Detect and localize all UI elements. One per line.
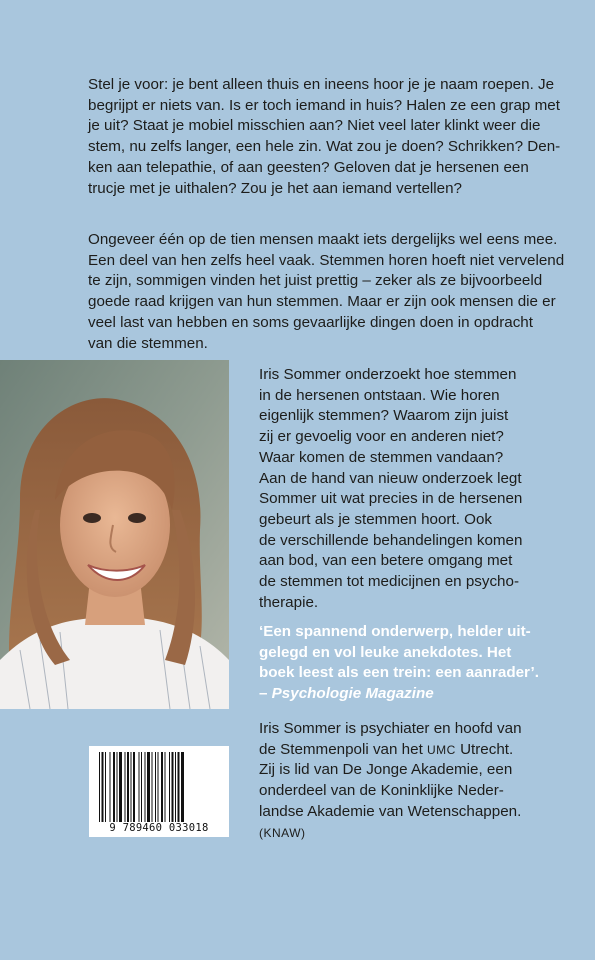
text-line: Zij is lid van De Jonge Akademie, een xyxy=(259,761,513,779)
text-line: de stemmen tot medicijnen en psycho- xyxy=(259,573,520,591)
umc-abbrev: UMC xyxy=(427,742,456,757)
text-line: Waar komen de stemmen vandaan? xyxy=(259,448,504,466)
text-line: landse Akademie van Wetenschappen. xyxy=(259,802,522,820)
quote-dash: – xyxy=(259,685,272,703)
text-line: veel last van hebben en soms gevaarlijke dingen doen in opdracht xyxy=(88,313,533,331)
barcode-bars xyxy=(89,750,229,825)
text-line: begrijpt er niets van. Is er toch iemand in huis? Halen ze een grap met xyxy=(88,96,560,114)
text-line: trucje met je uithalen? Zou je het aan iemand vertellen? xyxy=(88,179,463,197)
text-line: de verschillende behandelingen komen xyxy=(259,531,523,549)
text-fragment: Utrecht. xyxy=(455,740,514,758)
text-line xyxy=(259,740,559,761)
text-line: je uit? Staat je mobiel misschien aan? Niet veel later klinkt weer die xyxy=(88,117,541,135)
author-portrait-illustration xyxy=(0,360,229,709)
text-line: Sommer uit wat precies in de hersenen xyxy=(259,490,523,508)
quote-attribution xyxy=(259,684,559,705)
text-fragment: de Stemmenpoli van het xyxy=(259,740,428,758)
review-quote xyxy=(259,622,559,705)
text-line: gebeurt als je stemmen hoort. Ook xyxy=(259,510,492,528)
isbn-digits: 9 789460 033018 xyxy=(109,822,209,834)
text-line: ken aan telepathie, of aan geesten? Geloven dat je hersenen een xyxy=(88,158,529,176)
isbn-barcode xyxy=(89,746,229,837)
quote-line: gelegd en vol leuke anekdotes. Het xyxy=(259,643,512,661)
text-line: stem, nu zelfs langer, een hele zin. Wat zou je doen? Schrikken? Den- xyxy=(88,138,561,156)
author-photo xyxy=(0,360,229,709)
author-bio xyxy=(259,719,559,843)
quote-line: boek leest als een trein: een aanrader’. xyxy=(259,664,539,682)
text-line: zij er gevoelig voor en anderen niet? xyxy=(259,428,504,446)
text-line: van die stemmen. xyxy=(88,334,208,352)
text-line: onderdeel van de Koninklijke Neder- xyxy=(259,782,504,800)
intro-paragraph-2 xyxy=(88,230,565,354)
text-line: eigenlijk stemmen? Waarom zijn juist xyxy=(259,407,509,425)
text-line: aan bod, van een betere omgang met xyxy=(259,552,513,570)
text-line: Een deel van hen zelfs heel vaak. Stemmen horen hoeft niet vervelend xyxy=(88,251,565,269)
text-line: Stel je voor: je bent alleen thuis en ineens hoor je je naam roepen. Je xyxy=(88,76,555,93)
text-line: in de hersenen ontstaan. Wie horen xyxy=(259,386,500,404)
knaw-abbrev: (KNAW) xyxy=(259,825,306,840)
text-line: Ongeveer één op de tien mensen maakt iets dergelijks wel eens mee. xyxy=(88,231,558,248)
quote-line: ‘Een spannend onderwerp, helder uit- xyxy=(259,623,531,640)
text-line: te zijn, sommigen vinden het juist prettig – zeker als ze bijvoorbeeld xyxy=(88,272,543,290)
text-line: goede raad krijgen van hun stemmen. Maar er zijn ook mensen die er xyxy=(88,293,556,311)
book-description xyxy=(259,365,559,613)
text-line: therapie. xyxy=(259,593,319,611)
text-line: Iris Sommer is psychiater en hoofd van xyxy=(259,720,522,737)
quote-source: Psychologie Magazine xyxy=(271,685,434,703)
text-line: Aan de hand van nieuw onderzoek legt xyxy=(259,469,522,487)
intro-paragraph-1 xyxy=(88,75,561,199)
text-line: Iris Sommer onderzoekt hoe stemmen xyxy=(259,366,517,383)
